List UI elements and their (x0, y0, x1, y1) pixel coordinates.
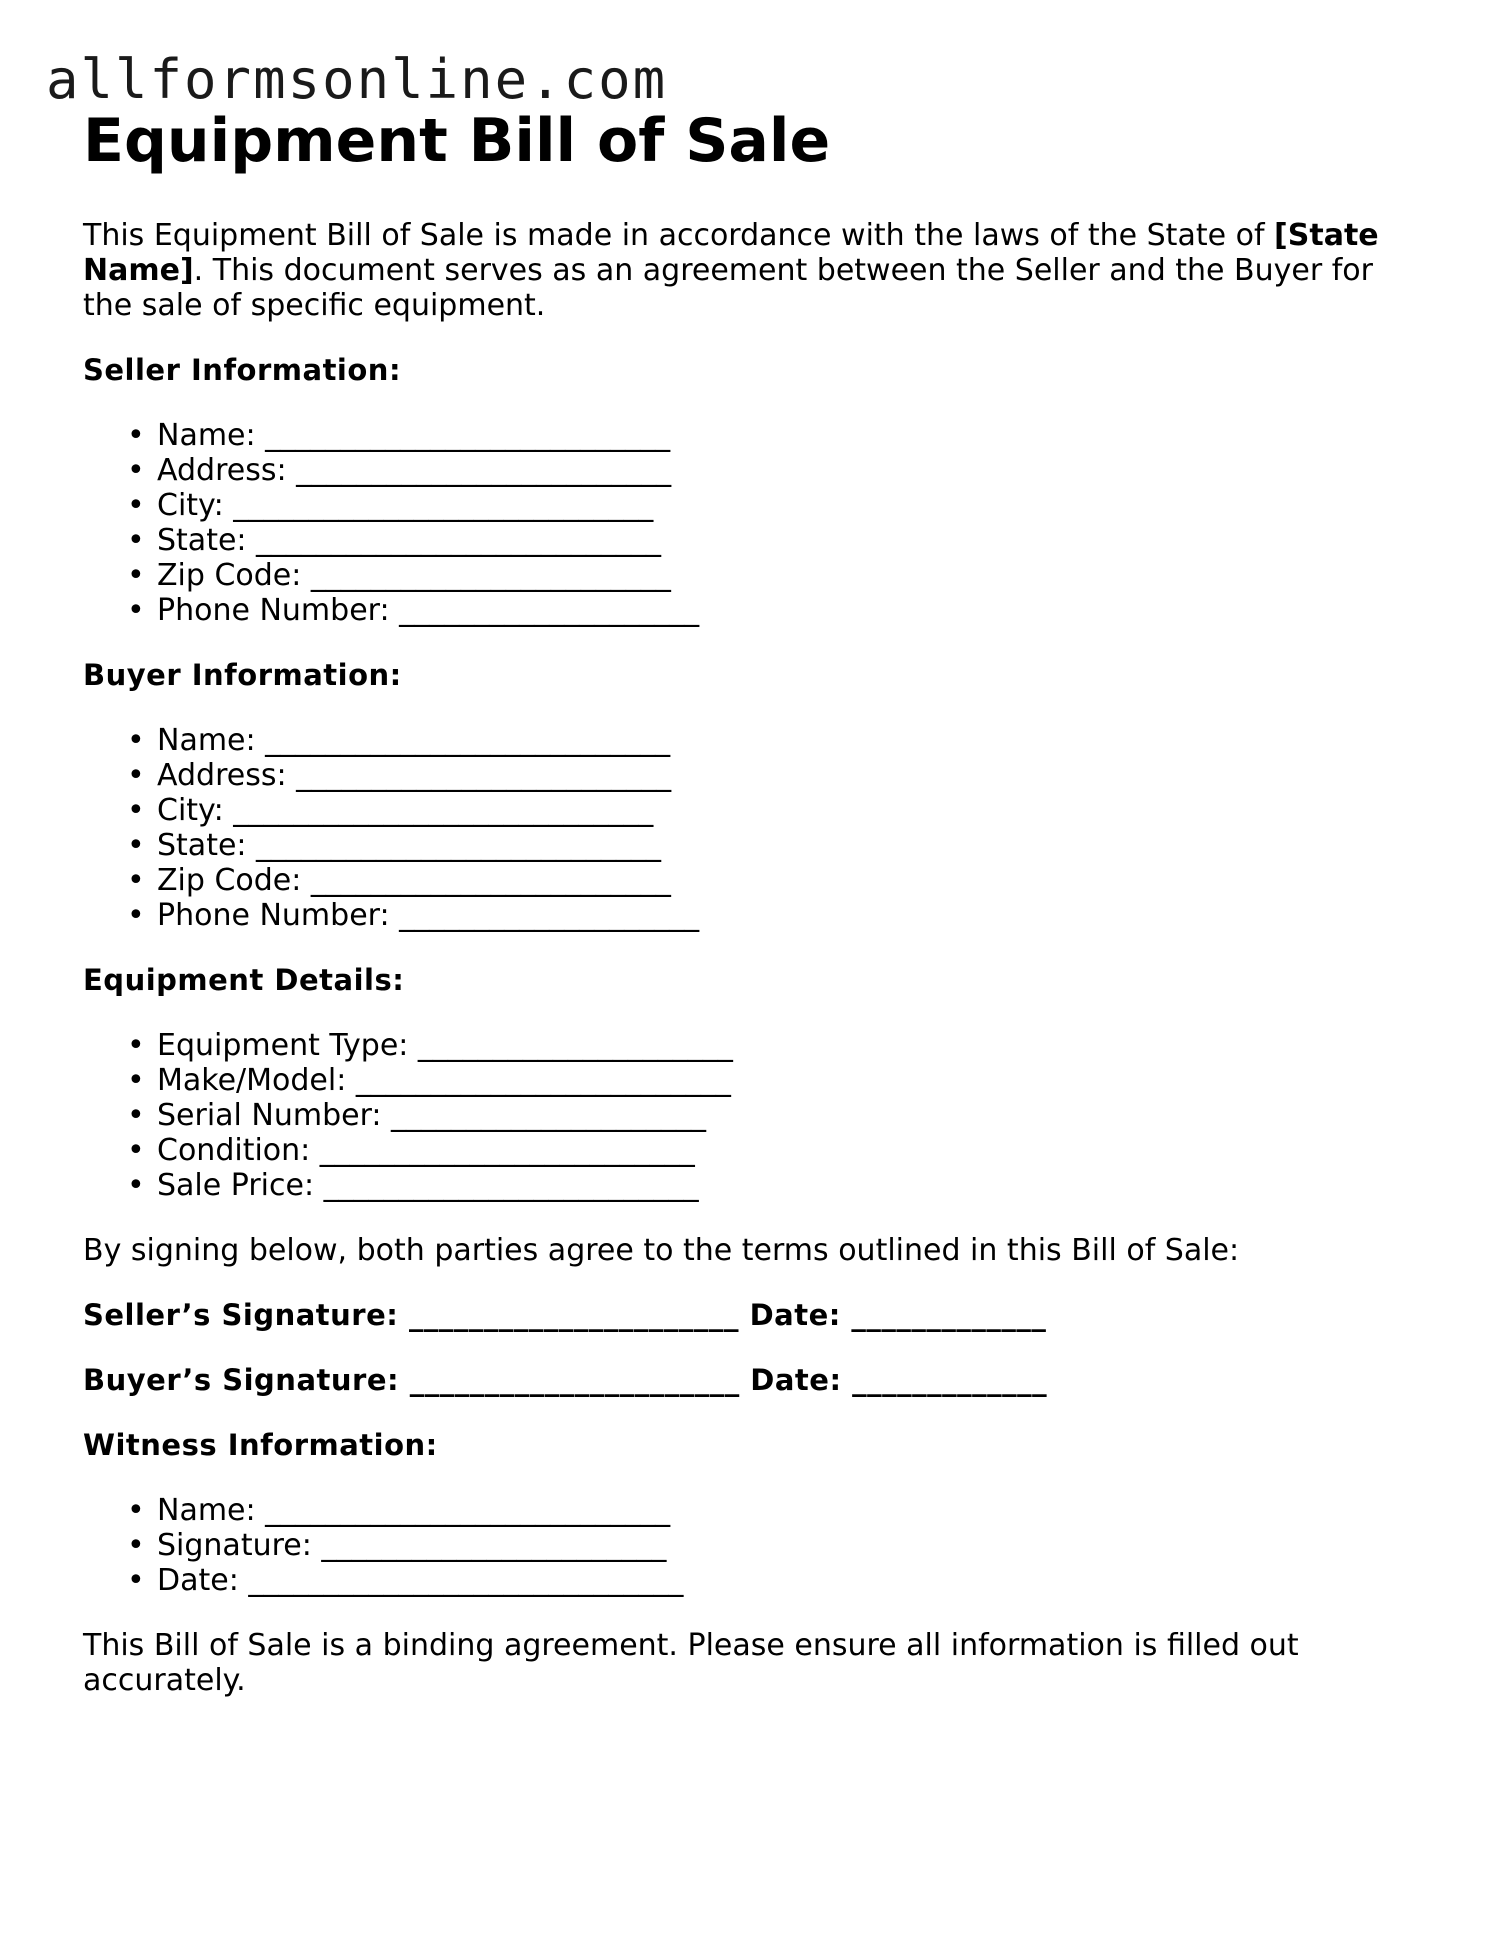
bullet-icon: • (127, 863, 145, 898)
agreement-paragraph: By signing below, both parties agree to the terms outlined in this Bill of Sale: (83, 1233, 1240, 1268)
seller-name-field[interactable] (127, 418, 1443, 453)
bullet-icon: • (127, 1528, 145, 1563)
buyer-zip-field[interactable] (127, 863, 1443, 898)
equipment-make-model-field[interactable] (127, 1063, 1443, 1098)
field-label: Serial Number: _____________________ (157, 1098, 707, 1133)
buyer-state-field[interactable] (127, 828, 1443, 863)
bullet-icon: • (127, 898, 145, 933)
buyer-fields-list (83, 723, 1443, 933)
intro-text-after: . This document serves as an agreement between the Seller and the Buyer for the sale of specific equipment. (83, 253, 1373, 323)
field-label: Address: _________________________ (157, 758, 672, 793)
buyer-section-heading: Buyer Information: (83, 658, 402, 692)
bullet-icon: • (127, 453, 145, 488)
bullet-icon: • (127, 1493, 145, 1528)
equipment-serial-field[interactable] (127, 1098, 1443, 1133)
field-label: Phone Number: ____________________ (157, 898, 700, 933)
field-label: Phone Number: ____________________ (157, 593, 700, 628)
buyer-name-field[interactable] (127, 723, 1443, 758)
field-label: Zip Code: ________________________ (157, 558, 671, 593)
buyer-phone-field[interactable] (127, 898, 1443, 933)
state-name-placeholder: [State Name] (83, 218, 1379, 288)
equipment-section-heading: Equipment Details: (83, 963, 405, 997)
field-label: Name: ___________________________ (157, 723, 671, 758)
buyer-signature-line[interactable]: Buyer’s Signature: ______________________ Date: _____________ (83, 1363, 1048, 1397)
field-label: State: ___________________________ (157, 828, 662, 863)
equipment-fields-list (83, 1028, 1443, 1203)
seller-city-field[interactable] (127, 488, 1443, 523)
bullet-icon: • (127, 558, 145, 593)
bullet-icon: • (127, 828, 145, 863)
witness-section-heading: Witness Information: (83, 1428, 438, 1462)
bullet-icon: • (127, 1098, 145, 1133)
equipment-condition-field[interactable] (127, 1133, 1443, 1168)
bullet-icon: • (127, 1028, 145, 1063)
seller-address-field[interactable] (127, 453, 1443, 488)
bullet-icon: • (127, 1133, 145, 1168)
equipment-type-field[interactable] (127, 1028, 1443, 1063)
witness-name-field[interactable] (127, 1493, 1443, 1528)
seller-signature-line[interactable]: Seller’s Signature: ______________________ Date: _____________ (83, 1298, 1047, 1332)
bullet-icon: • (127, 723, 145, 758)
document-body (83, 106, 1443, 1698)
buyer-address-field[interactable] (127, 758, 1443, 793)
field-label: Address: _________________________ (157, 453, 672, 488)
bullet-icon: • (127, 418, 145, 453)
seller-section-heading: Seller Information: (83, 353, 402, 387)
equipment-sale-price-field[interactable] (127, 1168, 1443, 1203)
seller-fields-list (83, 418, 1443, 628)
field-label: Make/Model: _________________________ (157, 1063, 731, 1098)
witness-date-field[interactable] (127, 1563, 1443, 1598)
field-label: Name: ___________________________ (157, 418, 671, 453)
seller-zip-field[interactable] (127, 558, 1443, 593)
seller-state-field[interactable] (127, 523, 1443, 558)
bullet-icon: • (127, 758, 145, 793)
intro-paragraph (83, 218, 1423, 323)
intro-text-before: This Equipment Bill of Sale is made in accordance with the laws of the State of (83, 218, 1275, 253)
bullet-icon: • (127, 593, 145, 628)
bullet-icon: • (127, 793, 145, 828)
page-title: Equipment Bill of Sale (83, 106, 831, 176)
bullet-icon: • (127, 1168, 145, 1203)
bullet-icon: • (127, 523, 145, 558)
field-label: Date: _____________________________ (157, 1563, 684, 1598)
field-label: Name: ___________________________ (157, 1493, 671, 1528)
field-label: City: ____________________________ (157, 488, 654, 523)
field-label: Signature: _______________________ (157, 1528, 667, 1563)
field-label: City: ____________________________ (157, 793, 654, 828)
witness-fields-list (83, 1493, 1443, 1598)
field-label: State: ___________________________ (157, 523, 662, 558)
watermark-logo-text: allformsonline.com (46, 48, 668, 111)
bullet-icon: • (127, 1563, 145, 1598)
bullet-icon: • (127, 1063, 145, 1098)
field-label: Sale Price: _________________________ (157, 1168, 699, 1203)
bullet-icon: • (127, 488, 145, 523)
buyer-city-field[interactable] (127, 793, 1443, 828)
closing-paragraph: This Bill of Sale is a binding agreement. Please ensure all information is filled out accurately. (83, 1628, 1299, 1698)
field-label: Equipment Type: _____________________ (157, 1028, 733, 1063)
witness-signature-field[interactable] (127, 1528, 1443, 1563)
field-label: Zip Code: ________________________ (157, 863, 671, 898)
field-label: Condition: _________________________ (157, 1133, 695, 1168)
seller-phone-field[interactable] (127, 593, 1443, 628)
